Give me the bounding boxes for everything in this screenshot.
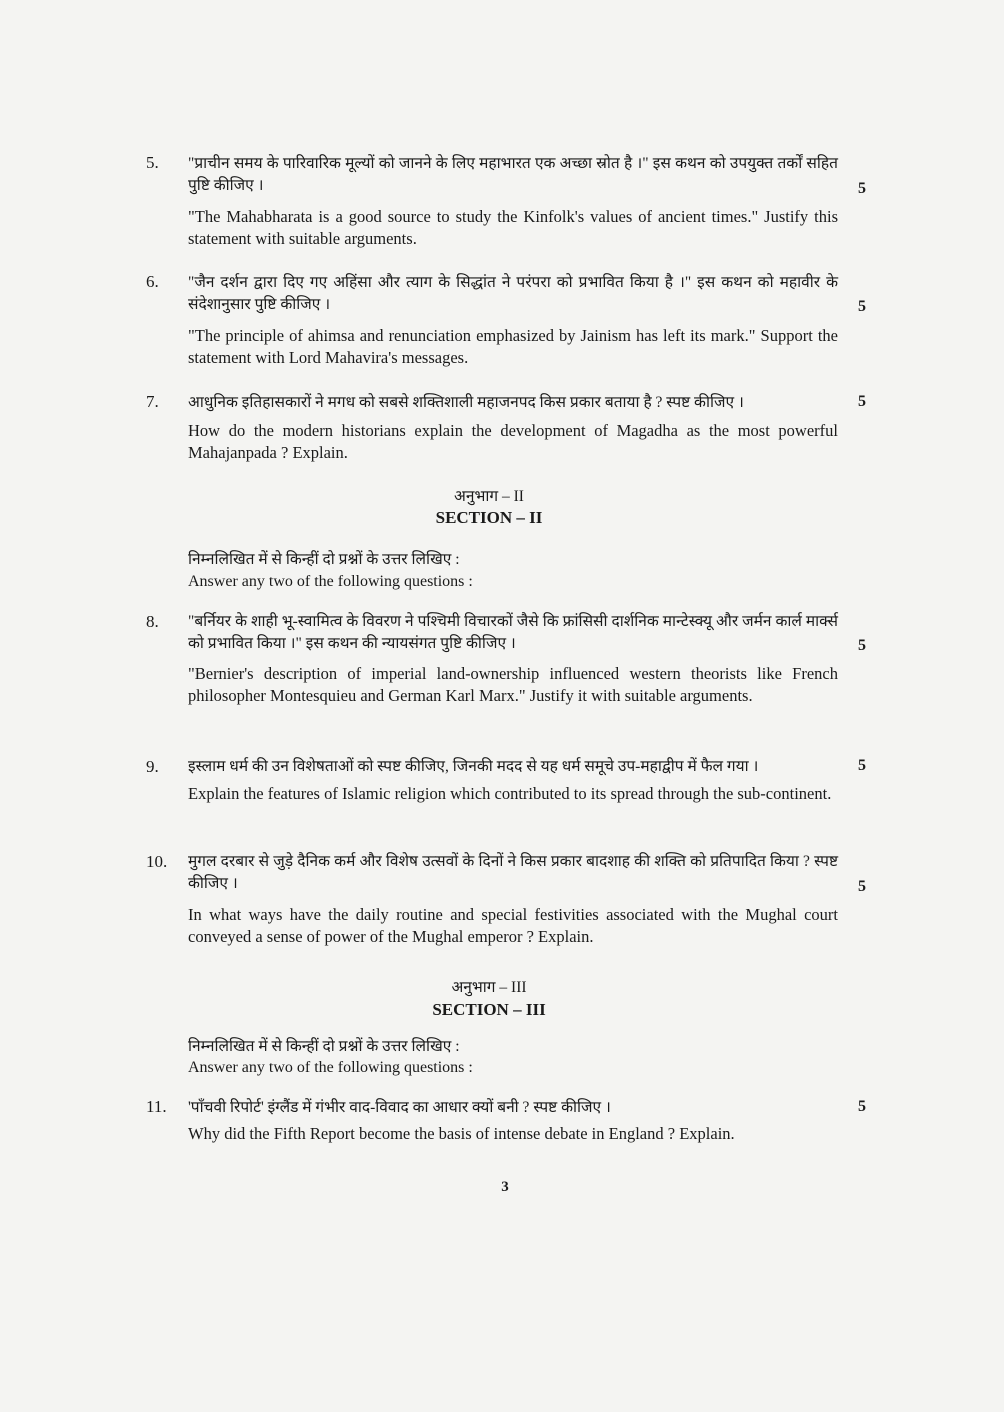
question-english: Explain the features of Islamic religion which contributed to its spread through the sub-continent. <box>188 784 832 803</box>
question-number: 8. <box>146 612 159 631</box>
question-english: How do the modern historians explain the development of Magadha as the most powerful Mahajanpada ? Explain. <box>188 421 838 462</box>
question-hindi: "जैन दर्शन द्वारा दिए गए अहिंसा और त्याग के सिद्धांत ने परंपरा को प्रभावित किया है ।" इस कथन को महावीर के संदेशानुसार पुष्टि कीजिए । <box>188 274 838 313</box>
page-number: 3 <box>501 1179 509 1195</box>
question-english: "Bernier's description of imperial land-ownership influenced western theorists like French philosopher Montesquieu and German Karl Marx." Justify it with suitable arguments. <box>188 664 838 705</box>
question-number: 11. <box>146 1097 167 1116</box>
question-number: 9. <box>146 757 159 776</box>
question-number: 10. <box>146 852 168 871</box>
question-marks: 5 <box>858 393 866 410</box>
question-marks: 5 <box>858 637 866 654</box>
section-2-instruction-hindi: निम्नलिखित में से किन्हीं दो प्रश्नों के उत्तर लिखिए : <box>188 551 460 568</box>
section-2-hindi-heading: अनुभाग – II <box>454 488 524 505</box>
question-hindi: 'पाँचवी रिपोर्ट' इंग्लैंड में गंभीर वाद-विवाद का आधार क्यों बनी ? स्पष्ट कीजिए । <box>188 1099 611 1116</box>
question-marks: 5 <box>858 298 866 315</box>
section-3-instruction: Answer any two of the following questions : <box>188 1059 473 1076</box>
section-3-heading: SECTION – III <box>432 1000 546 1019</box>
question-marks: 5 <box>858 1098 866 1115</box>
question-english: "The Mahabharata is a good source to study the Kinfolk's values of ancient times." Justify this statement with suitable arguments. <box>188 207 838 248</box>
question-marks: 5 <box>858 180 866 197</box>
question-hindi: इस्लाम धर्म की उन विशेषताओं को स्पष्ट कीजिए, जिनकी मदद से यह धर्म समूचे उप-महाद्वीप में फैल गया । <box>188 758 759 775</box>
question-hindi: "प्राचीन समय के पारिवारिक मूल्यों को जानने के लिए महाभारत एक अच्छा स्रोत है ।" इस कथन को उपयुक्त तर्कों सहित पुष्टि कीजिए । <box>188 155 838 194</box>
question-english: Why did the Fifth Report become the basis of intense debate in England ? Explain. <box>188 1124 735 1143</box>
question-english: "The principle of ahimsa and renunciation emphasized by Jainism has left its mark." Support the statement with Lord Mahavira's messages. <box>188 326 838 367</box>
question-marks: 5 <box>858 878 866 895</box>
question-english: In what ways have the daily routine and special festivities associated with the Mughal court conveyed a sense of power of the Mughal emperor ? Explain. <box>188 905 838 946</box>
question-hindi: "बर्नियर के शाही भू-स्वामित्व के विवरण ने पश्चिमी विचारकों जैसे कि फ्रांसिसी दार्शनिक मान्टेस्क्यू और जर्मन कार्ल मार्क्स को प्रभावित किया ।" इस कथन की न्यायसंगत पुष्टि कीजिए । <box>188 613 838 652</box>
question-number: 7. <box>146 392 159 411</box>
section-2-instruction: Answer any two of the following questions : <box>188 573 473 590</box>
question-hindi: आधुनिक इतिहासकारों ने मगध को सबसे शक्तिशाली महाजनपद किस प्रकार बताया है ? स्पष्ट कीजिए । <box>188 394 744 411</box>
section-2-heading: SECTION – II <box>435 508 543 527</box>
section-3-instruction-hindi: निम्नलिखित में से किन्हीं दो प्रश्नों के उत्तर लिखिए : <box>188 1038 460 1055</box>
question-hindi: मुगल दरबार से जुड़े दैनिक कर्म और विशेष उत्सवों के दिनों ने किस प्रकार बादशाह की शक्ति को प्रतिपादित किया ? स्पष्ट कीजिए । <box>188 853 838 892</box>
question-marks: 5 <box>858 757 866 774</box>
question-number: 5. <box>146 153 159 172</box>
section-3-hindi-heading: अनुभाग – III <box>451 979 527 996</box>
question-number: 6. <box>146 272 159 291</box>
